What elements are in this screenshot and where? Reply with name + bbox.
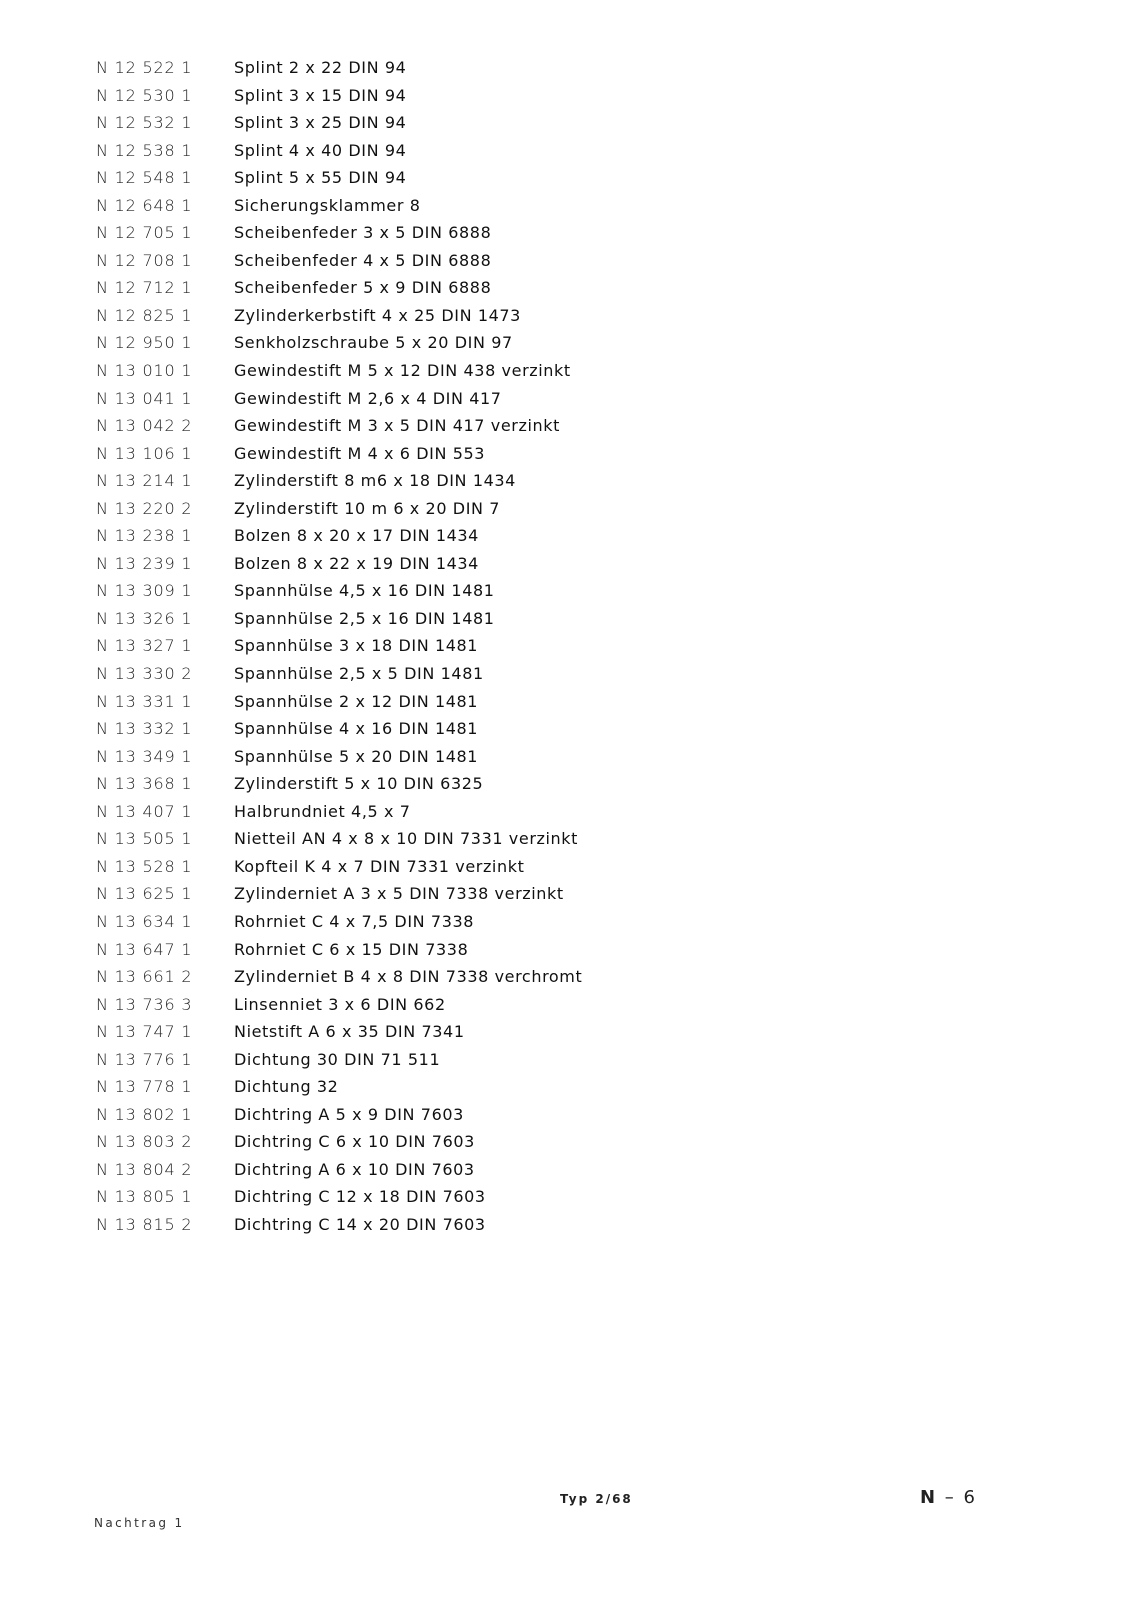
part-row <box>96 1077 656 1105</box>
part-number: N 13 214 1 <box>96 471 193 491</box>
part-description: Zylinderstift 8 m6 x 18 DIN 1434 <box>234 471 516 491</box>
part-description: Splint 4 x 40 DIN 94 <box>234 140 407 160</box>
part-row <box>96 1160 656 1188</box>
part-number: N 12 708 1 <box>96 250 193 270</box>
part-description: Senkholzschraube 5 x 20 DIN 97 <box>234 333 513 353</box>
part-number: N 13 634 1 <box>96 911 193 931</box>
part-number: N 12 648 1 <box>96 195 193 215</box>
part-row <box>96 333 656 361</box>
part-number: N 12 712 1 <box>96 278 193 298</box>
part-row <box>96 113 656 141</box>
part-number: N 13 778 1 <box>96 1077 193 1097</box>
page-number <box>920 1487 977 1508</box>
part-number: N 13 805 1 <box>96 1187 193 1207</box>
part-description: Dichtung 30 DIN 71 511 <box>234 1049 441 1069</box>
part-row <box>96 86 656 114</box>
part-row <box>96 829 656 857</box>
part-row <box>96 636 656 664</box>
part-number: N 13 368 1 <box>96 774 193 794</box>
part-row <box>96 857 656 885</box>
part-number: N 13 106 1 <box>96 443 193 463</box>
part-number: N 13 747 1 <box>96 1022 193 1042</box>
part-description: Kopfteil K 4 x 7 DIN 7331 verzinkt <box>234 856 525 876</box>
part-number: N 13 239 1 <box>96 553 193 573</box>
page-section-letter: N <box>920 1487 938 1508</box>
part-number: N 13 736 3 <box>96 994 193 1014</box>
part-number: N 13 803 2 <box>96 1132 193 1152</box>
part-row <box>96 223 656 251</box>
part-number: N 12 705 1 <box>96 223 193 243</box>
part-row <box>96 1132 656 1160</box>
part-number: N 13 220 2 <box>96 498 193 518</box>
part-row <box>96 747 656 775</box>
part-row <box>96 1105 656 1133</box>
part-row <box>96 361 656 389</box>
part-description: Gewindestift M 4 x 6 DIN 553 <box>234 443 486 463</box>
part-description: Spannhülse 3 x 18 DIN 1481 <box>234 636 479 656</box>
part-description: Zylinderniet B 4 x 8 DIN 7338 verchromt <box>234 967 583 987</box>
part-row <box>96 554 656 582</box>
part-description: Spannhülse 2,5 x 16 DIN 1481 <box>234 608 495 628</box>
part-description: Halbrundniet 4,5 x 7 <box>234 801 411 821</box>
part-number: N 13 802 1 <box>96 1104 193 1124</box>
part-description: Scheibenfeder 4 x 5 DIN 6888 <box>234 250 492 270</box>
part-row <box>96 389 656 417</box>
part-number: N 13 815 2 <box>96 1214 193 1234</box>
part-description: Splint 3 x 15 DIN 94 <box>234 85 407 105</box>
part-description: Splint 2 x 22 DIN 94 <box>234 58 407 77</box>
part-number: N 13 327 1 <box>96 636 193 656</box>
part-description: Sicherungsklammer 8 <box>234 195 421 215</box>
part-description: Spannhülse 2,5 x 5 DIN 1481 <box>234 664 484 684</box>
part-row <box>96 306 656 334</box>
part-number: N 12 538 1 <box>96 140 193 160</box>
part-description: Spannhülse 2 x 12 DIN 1481 <box>234 691 479 711</box>
part-number: N 13 505 1 <box>96 829 193 849</box>
part-number: N 13 042 2 <box>96 416 193 436</box>
part-description: Dichtring C 6 x 10 DIN 7603 <box>234 1132 475 1152</box>
part-number: N 13 661 2 <box>96 967 193 987</box>
part-number: N 13 407 1 <box>96 801 193 821</box>
part-row <box>96 526 656 554</box>
part-row <box>96 995 656 1023</box>
part-number: N 13 332 1 <box>96 719 193 739</box>
part-number: N 13 330 2 <box>96 664 193 684</box>
part-row <box>96 168 656 196</box>
part-row <box>96 609 656 637</box>
part-description: Bolzen 8 x 22 x 19 DIN 1434 <box>234 553 479 573</box>
part-row <box>96 444 656 472</box>
part-row <box>96 1022 656 1050</box>
part-description: Dichtung 32 <box>234 1077 339 1097</box>
part-row <box>96 416 656 444</box>
part-number: N 13 326 1 <box>96 608 193 628</box>
part-description: Gewindestift M 3 x 5 DIN 417 verzinkt <box>234 416 560 436</box>
part-description: Gewindestift M 5 x 12 DIN 438 verzinkt <box>234 361 571 381</box>
part-description: Spannhülse 4,5 x 16 DIN 1481 <box>234 581 495 601</box>
part-row <box>96 664 656 692</box>
part-description: Dichtring C 12 x 18 DIN 7603 <box>234 1187 486 1207</box>
part-number: N 13 041 1 <box>96 388 193 408</box>
part-description: Nietteil AN 4 x 8 x 10 DIN 7331 verzinkt <box>234 829 579 849</box>
part-row <box>96 141 656 169</box>
part-number: N 13 309 1 <box>96 581 193 601</box>
part-number: N 13 528 1 <box>96 856 193 876</box>
supplement-note: Nachtrag 1 <box>94 1516 185 1530</box>
parts-list <box>96 58 656 1243</box>
part-row <box>96 912 656 940</box>
part-description: Scheibenfeder 5 x 9 DIN 6888 <box>234 278 492 298</box>
part-row <box>96 471 656 499</box>
part-row <box>96 692 656 720</box>
part-row <box>96 884 656 912</box>
part-number: N 13 647 1 <box>96 939 193 959</box>
part-row <box>96 1050 656 1078</box>
part-description: Splint 5 x 55 DIN 94 <box>234 168 407 188</box>
part-description: Dichtring A 5 x 9 DIN 7603 <box>234 1104 464 1124</box>
part-number: N 13 010 1 <box>96 361 193 381</box>
part-description: Dichtring A 6 x 10 DIN 7603 <box>234 1159 475 1179</box>
part-description: Nietstift A 6 x 35 DIN 7341 <box>234 1022 465 1042</box>
part-number: N 13 804 2 <box>96 1159 193 1179</box>
model-type-label: Typ 2/68 <box>560 1492 633 1506</box>
part-description: Dichtring C 14 x 20 DIN 7603 <box>234 1214 486 1234</box>
part-row <box>96 940 656 968</box>
part-row <box>96 499 656 527</box>
part-description: Zylinderstift 10 m 6 x 20 DIN 7 <box>234 498 501 518</box>
part-row <box>96 967 656 995</box>
part-description: Gewindestift M 2,6 x 4 DIN 417 <box>234 388 502 408</box>
part-row <box>96 58 656 86</box>
part-number: N 13 331 1 <box>96 691 193 711</box>
part-row <box>96 251 656 279</box>
part-description: Spannhülse 4 x 16 DIN 1481 <box>234 719 479 739</box>
part-number: N 12 825 1 <box>96 305 193 325</box>
part-number: N 13 625 1 <box>96 884 193 904</box>
part-description: Bolzen 8 x 20 x 17 DIN 1434 <box>234 526 479 546</box>
part-row <box>96 1187 656 1215</box>
part-description: Zylinderstift 5 x 10 DIN 6325 <box>234 774 484 794</box>
part-description: Splint 3 x 25 DIN 94 <box>234 113 407 133</box>
part-description: Scheibenfeder 3 x 5 DIN 6888 <box>234 223 492 243</box>
part-row <box>96 719 656 747</box>
part-row <box>96 278 656 306</box>
part-row <box>96 581 656 609</box>
part-description: Linsenniet 3 x 6 DIN 662 <box>234 994 446 1014</box>
part-description: Spannhülse 5 x 20 DIN 1481 <box>234 746 479 766</box>
part-row <box>96 802 656 830</box>
part-number: N 13 776 1 <box>96 1049 193 1069</box>
part-number: N 12 522 1 <box>96 58 193 77</box>
part-number: N 12 530 1 <box>96 85 193 105</box>
part-number: N 12 532 1 <box>96 113 193 133</box>
part-description: Zylinderniet A 3 x 5 DIN 7338 verzinkt <box>234 884 564 904</box>
part-row <box>96 196 656 224</box>
part-row <box>96 774 656 802</box>
part-description: Rohrniet C 6 x 15 DIN 7338 <box>234 939 469 959</box>
part-description: Zylinderkerbstift 4 x 25 DIN 1473 <box>234 305 521 325</box>
page-number-suffix: – 6 <box>937 1487 977 1508</box>
part-number: N 13 238 1 <box>96 526 193 546</box>
part-number: N 12 548 1 <box>96 168 193 188</box>
part-number: N 13 349 1 <box>96 746 193 766</box>
part-description: Rohrniet C 4 x 7,5 DIN 7338 <box>234 911 475 931</box>
part-row <box>96 1215 656 1243</box>
part-number: N 12 950 1 <box>96 333 193 353</box>
